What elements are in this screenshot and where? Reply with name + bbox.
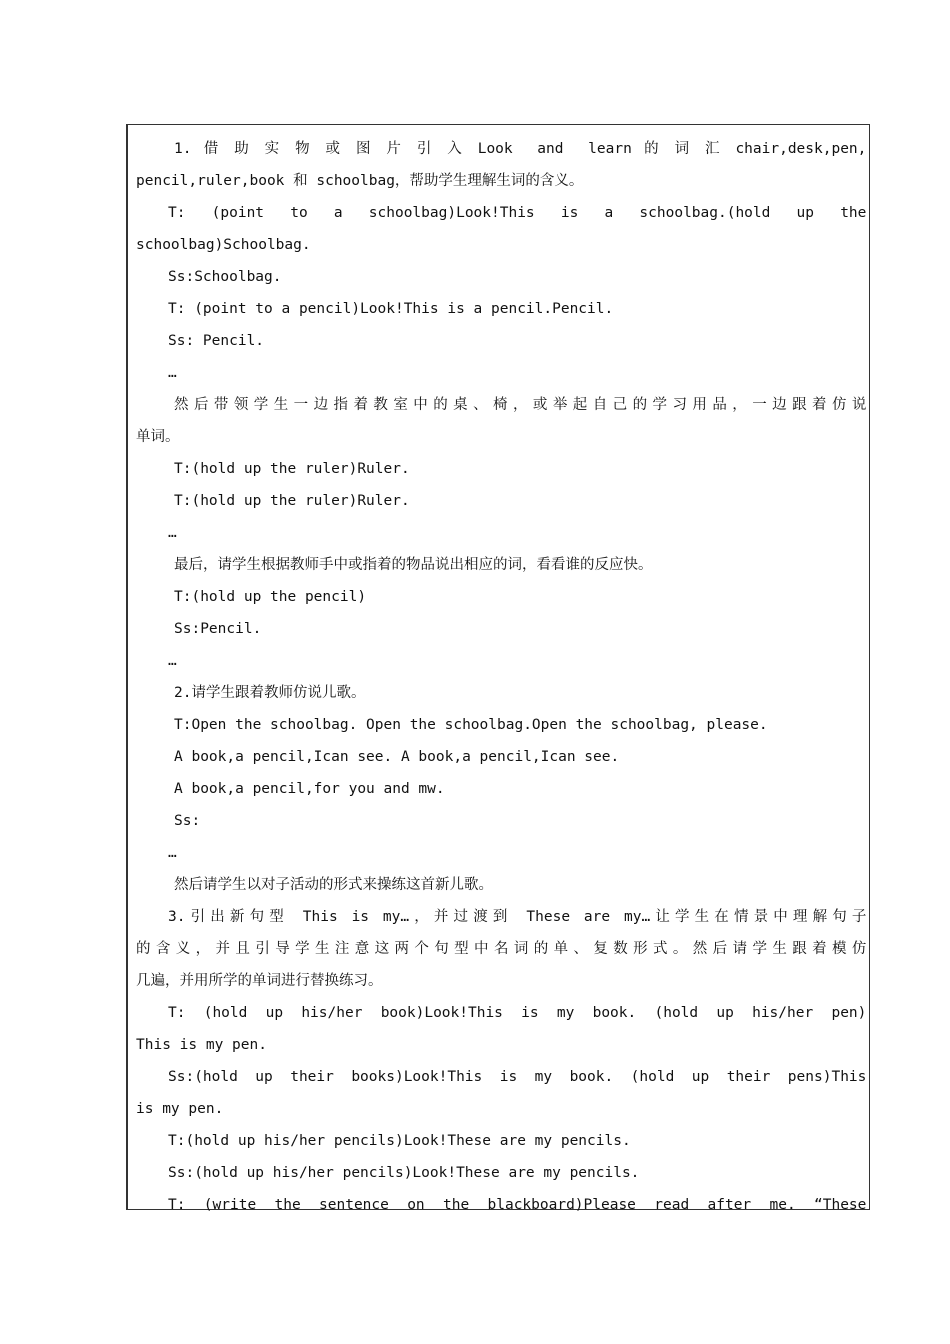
text-line: Ss:(hold up his/her pencils)Look!These are my pencils. (168, 1165, 640, 1181)
text-line: A book,a pencil,for you and mw. (174, 781, 445, 797)
lesson-table (126, 124, 870, 1213)
text-line: is my pen. (136, 1101, 224, 1117)
text-line: T: (hold up his/her book)Look!This is my book. (hold up his/her pen) (168, 1005, 867, 1021)
text-line: T:(hold up his/her pencils)Look!These are my pencils. (168, 1133, 631, 1149)
text-line: A book,a pencil,Ican see. A book,a pencil,Ican see. (174, 749, 620, 765)
text-line: Ss: Pencil. (168, 333, 265, 349)
text-line: 几遍，并用所学的单词进行替换练习。 (136, 973, 383, 989)
text-line: T:(hold up the ruler)Ruler. (174, 493, 410, 509)
text-line: 2.请学生跟着教师仿说儿歌。 (174, 685, 366, 701)
content-column (128, 125, 875, 1213)
text-line: 然后请学生以对子活动的形式来操练这首新儿歌。 (174, 877, 493, 893)
text-line: 1. 借 助 实 物 或 图 片 引 入 Look and learn 的 词 汇 chair,desk,pen, (174, 141, 867, 157)
text-line: T:(hold up the pencil) (174, 589, 367, 605)
text-line: 3.引出新句型 This is my…，并过渡到 These are my…让学生在情景中理解句子 (168, 909, 867, 925)
text-line: 然后带领学生一边指着教室中的桌、椅，或举起自己的学习用品，一边跟着仿说 (174, 397, 867, 413)
text-line: schoolbag)Schoolbag. (136, 237, 311, 253)
ellipsis-line: … (168, 653, 177, 669)
text-line: T:(hold up the ruler)Ruler. (174, 461, 410, 477)
text-line: Ss:Pencil. (174, 621, 262, 637)
text-line: pencil,ruler,book 和 schoolbag，帮助学生理解生词的含义。 (136, 173, 584, 189)
text-line: T: (write the sentence on the blackboard)Please read after me. “These (168, 1197, 867, 1213)
ellipsis-line: … (168, 845, 177, 861)
text-line: T:Open the schoolbag. Open the schoolbag.Open the schoolbag, please. (174, 717, 768, 733)
text-line: This is my pen. (136, 1037, 267, 1053)
text-line: 的含义，并且引导学生注意这两个句型中名词的单、复数形式。然后请学生跟着模仿 (136, 941, 867, 957)
ellipsis-line: … (168, 525, 177, 541)
text-line: Ss:(hold up their books)Look!This is my book. (hold up their pens)This (168, 1069, 867, 1085)
text-line: 单词。 (136, 429, 180, 445)
text-line: 最后，请学生根据教师手中或指着的物品说出相应的词，看看谁的反应快。 (174, 557, 653, 573)
text-line: T: (point to a pencil)Look!This is a pencil.Pencil. (168, 301, 614, 317)
text-line: Ss:Schoolbag. (168, 269, 282, 285)
ellipsis-line: … (168, 365, 177, 381)
text-line: Ss: (174, 813, 201, 829)
text-line: T: (point to a schoolbag)Look!This is a schoolbag.(hold up the (168, 205, 867, 221)
